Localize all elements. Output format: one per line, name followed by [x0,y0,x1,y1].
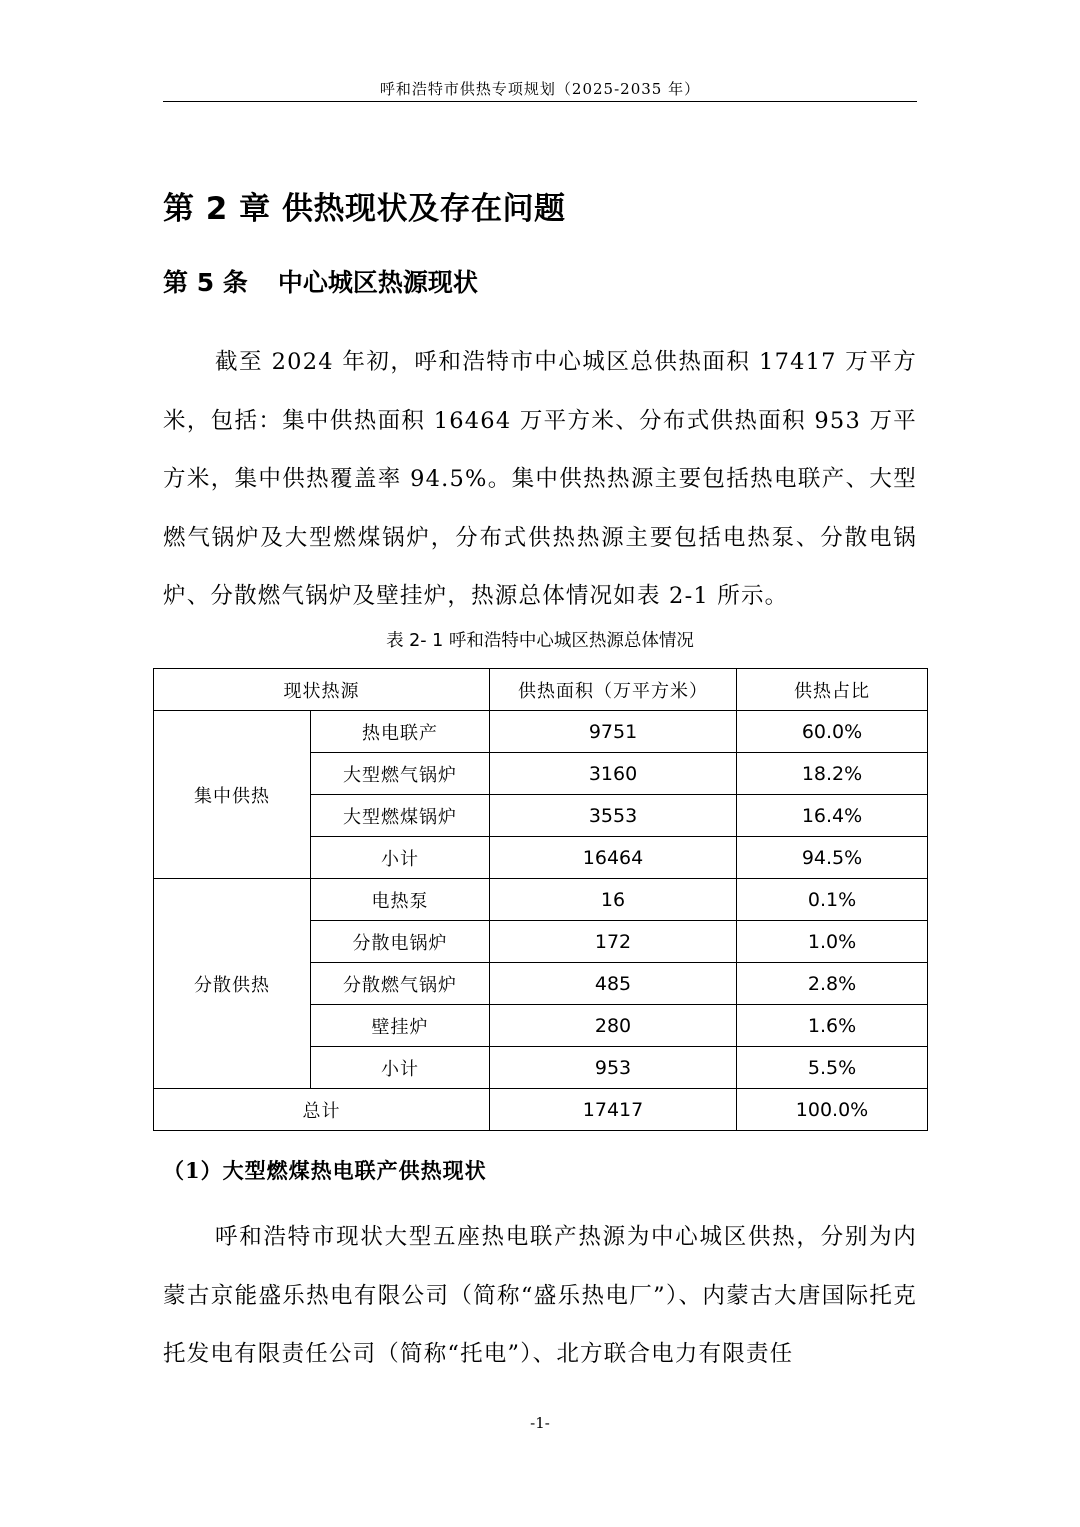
area-cell: 172 [490,921,737,963]
total-share: 100.0% [737,1089,928,1131]
area-cell: 953 [490,1047,737,1089]
source-cell: 大型燃气锅炉 [311,753,490,795]
source-cell: 分散电锅炉 [311,921,490,963]
share-cell: 5.5% [737,1047,928,1089]
section-heading: （1）大型燃煤热电联产供热现状 [163,1158,487,1183]
source-cell: 热电联产 [311,711,490,753]
page-number: -1- [530,1414,550,1432]
group-label: 分散供热 [154,879,311,1089]
article-heading: 中心城区热源现状 [277,268,478,297]
area-cell: 3553 [490,795,737,837]
share-cell: 1.0% [737,921,928,963]
area-cell: 485 [490,963,737,1005]
source-cell: 壁挂炉 [311,1005,490,1047]
share-cell: 2.8% [737,963,928,1005]
area-cell: 9751 [490,711,737,753]
header-share: 供热占比 [737,669,928,711]
total-label: 总计 [154,1089,490,1131]
share-cell: 18.2% [737,753,928,795]
group-label: 集中供热 [154,711,311,879]
source-cell: 电热泵 [311,879,490,921]
table-row [154,711,928,753]
table-total-row [154,1089,928,1131]
total-area: 17417 [490,1089,737,1131]
area-cell: 3160 [490,753,737,795]
table-header-row [154,669,928,711]
body-paragraph: 呼和浩特市现状大型五座热电联产热源为中心城区供热，分别为内蒙古京能盛乐热电有限公司（简称“盛乐热电厂”）、内蒙古大唐国际托克托发电有限责任公司（简称“托电”）、北方联合电力有限责任 [163,1224,917,1367]
article-number: 第 5 条 [163,268,248,297]
header-source: 现状热源 [154,669,490,711]
area-cell: 16464 [490,837,737,879]
source-cell: 小计 [311,1047,490,1089]
heat-source-table [153,668,928,1131]
table-caption: 表 2- 1 呼和浩特中心城区热源总体情况 [386,631,694,651]
share-cell: 60.0% [737,711,928,753]
share-cell: 0.1% [737,879,928,921]
header-rule [163,101,917,102]
share-cell: 1.6% [737,1005,928,1047]
body-paragraph: 截至 2024 年初，呼和浩特市中心城区总供热面积 17417 万平方米，包括：集中供热面积 16464 万平方米、分布式供热面积 953 万平方米，集中供热覆盖率 94.5%。集中供热热源主要包括热电联产、大型燃气锅炉及大型燃煤锅炉，分布式供热热源主要包括电热泵、分散电锅炉、分散燃气锅炉及壁挂炉，热源总体情况如表 2-1 所示。 [163,349,917,609]
source-cell: 小计 [311,837,490,879]
area-cell: 280 [490,1005,737,1047]
chapter-title: 第 2 章 供热现状及存在问题 [163,191,566,227]
share-cell: 94.5% [737,837,928,879]
header-area: 供热面积（万平方米） [490,669,737,711]
source-cell: 分散燃气锅炉 [311,963,490,1005]
table-row [154,879,928,921]
share-cell: 16.4% [737,795,928,837]
running-header: 呼和浩特市供热专项规划（2025-2035 年） [379,80,701,98]
source-cell: 大型燃煤锅炉 [311,795,490,837]
area-cell: 16 [490,879,737,921]
article-title [163,263,478,299]
